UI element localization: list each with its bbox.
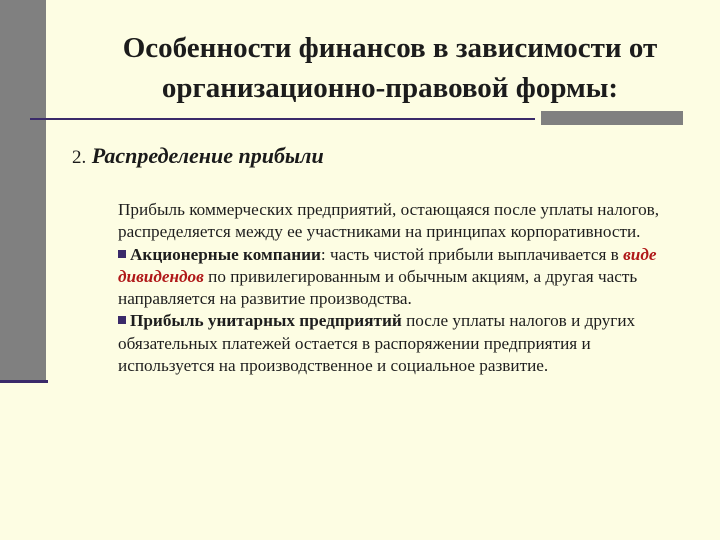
section-title: Распределение прибыли (91, 143, 324, 168)
bullet-unitary (118, 310, 678, 377)
bullet-2-text: после уплаты налогов и других обязательных платежей остается в распоряжении предприятия и используется на производственное и социальное развитие. (118, 311, 636, 376)
title-underline-block (541, 111, 683, 125)
left-accent-bar (0, 0, 46, 383)
bullet-1-text-a: : часть чистой прибыли выплачивается в (320, 244, 624, 264)
title-underline (30, 118, 535, 120)
title-line-2: организационно-правовой формы: (161, 72, 619, 104)
bullet-1-highlight: виде дивидендов (118, 244, 657, 286)
bullet-1-text-b: по привилегированным и обычным акциям, а другая часть направляется на развитие производства. (118, 266, 638, 309)
section-heading (72, 142, 324, 172)
left-accent-rule (0, 380, 48, 383)
section-number: 2. (72, 147, 87, 168)
slide-body (118, 199, 678, 377)
slide-title (60, 28, 720, 108)
bullet-joint-stock (118, 244, 678, 311)
intro-paragraph: Прибыль коммерческих предприятий, остающаяся после уплаты налогов, распределяется между ее участниками на принципах корпоративности. (118, 200, 660, 242)
title-line-1: Особенности финансов в зависимости от (122, 32, 658, 64)
square-bullet-icon (118, 316, 126, 324)
square-bullet-icon (118, 250, 126, 258)
bullet-2-lead: Прибыль унитарных предприятий (130, 311, 402, 331)
bullet-1-lead: Акционерные компании (130, 244, 321, 264)
